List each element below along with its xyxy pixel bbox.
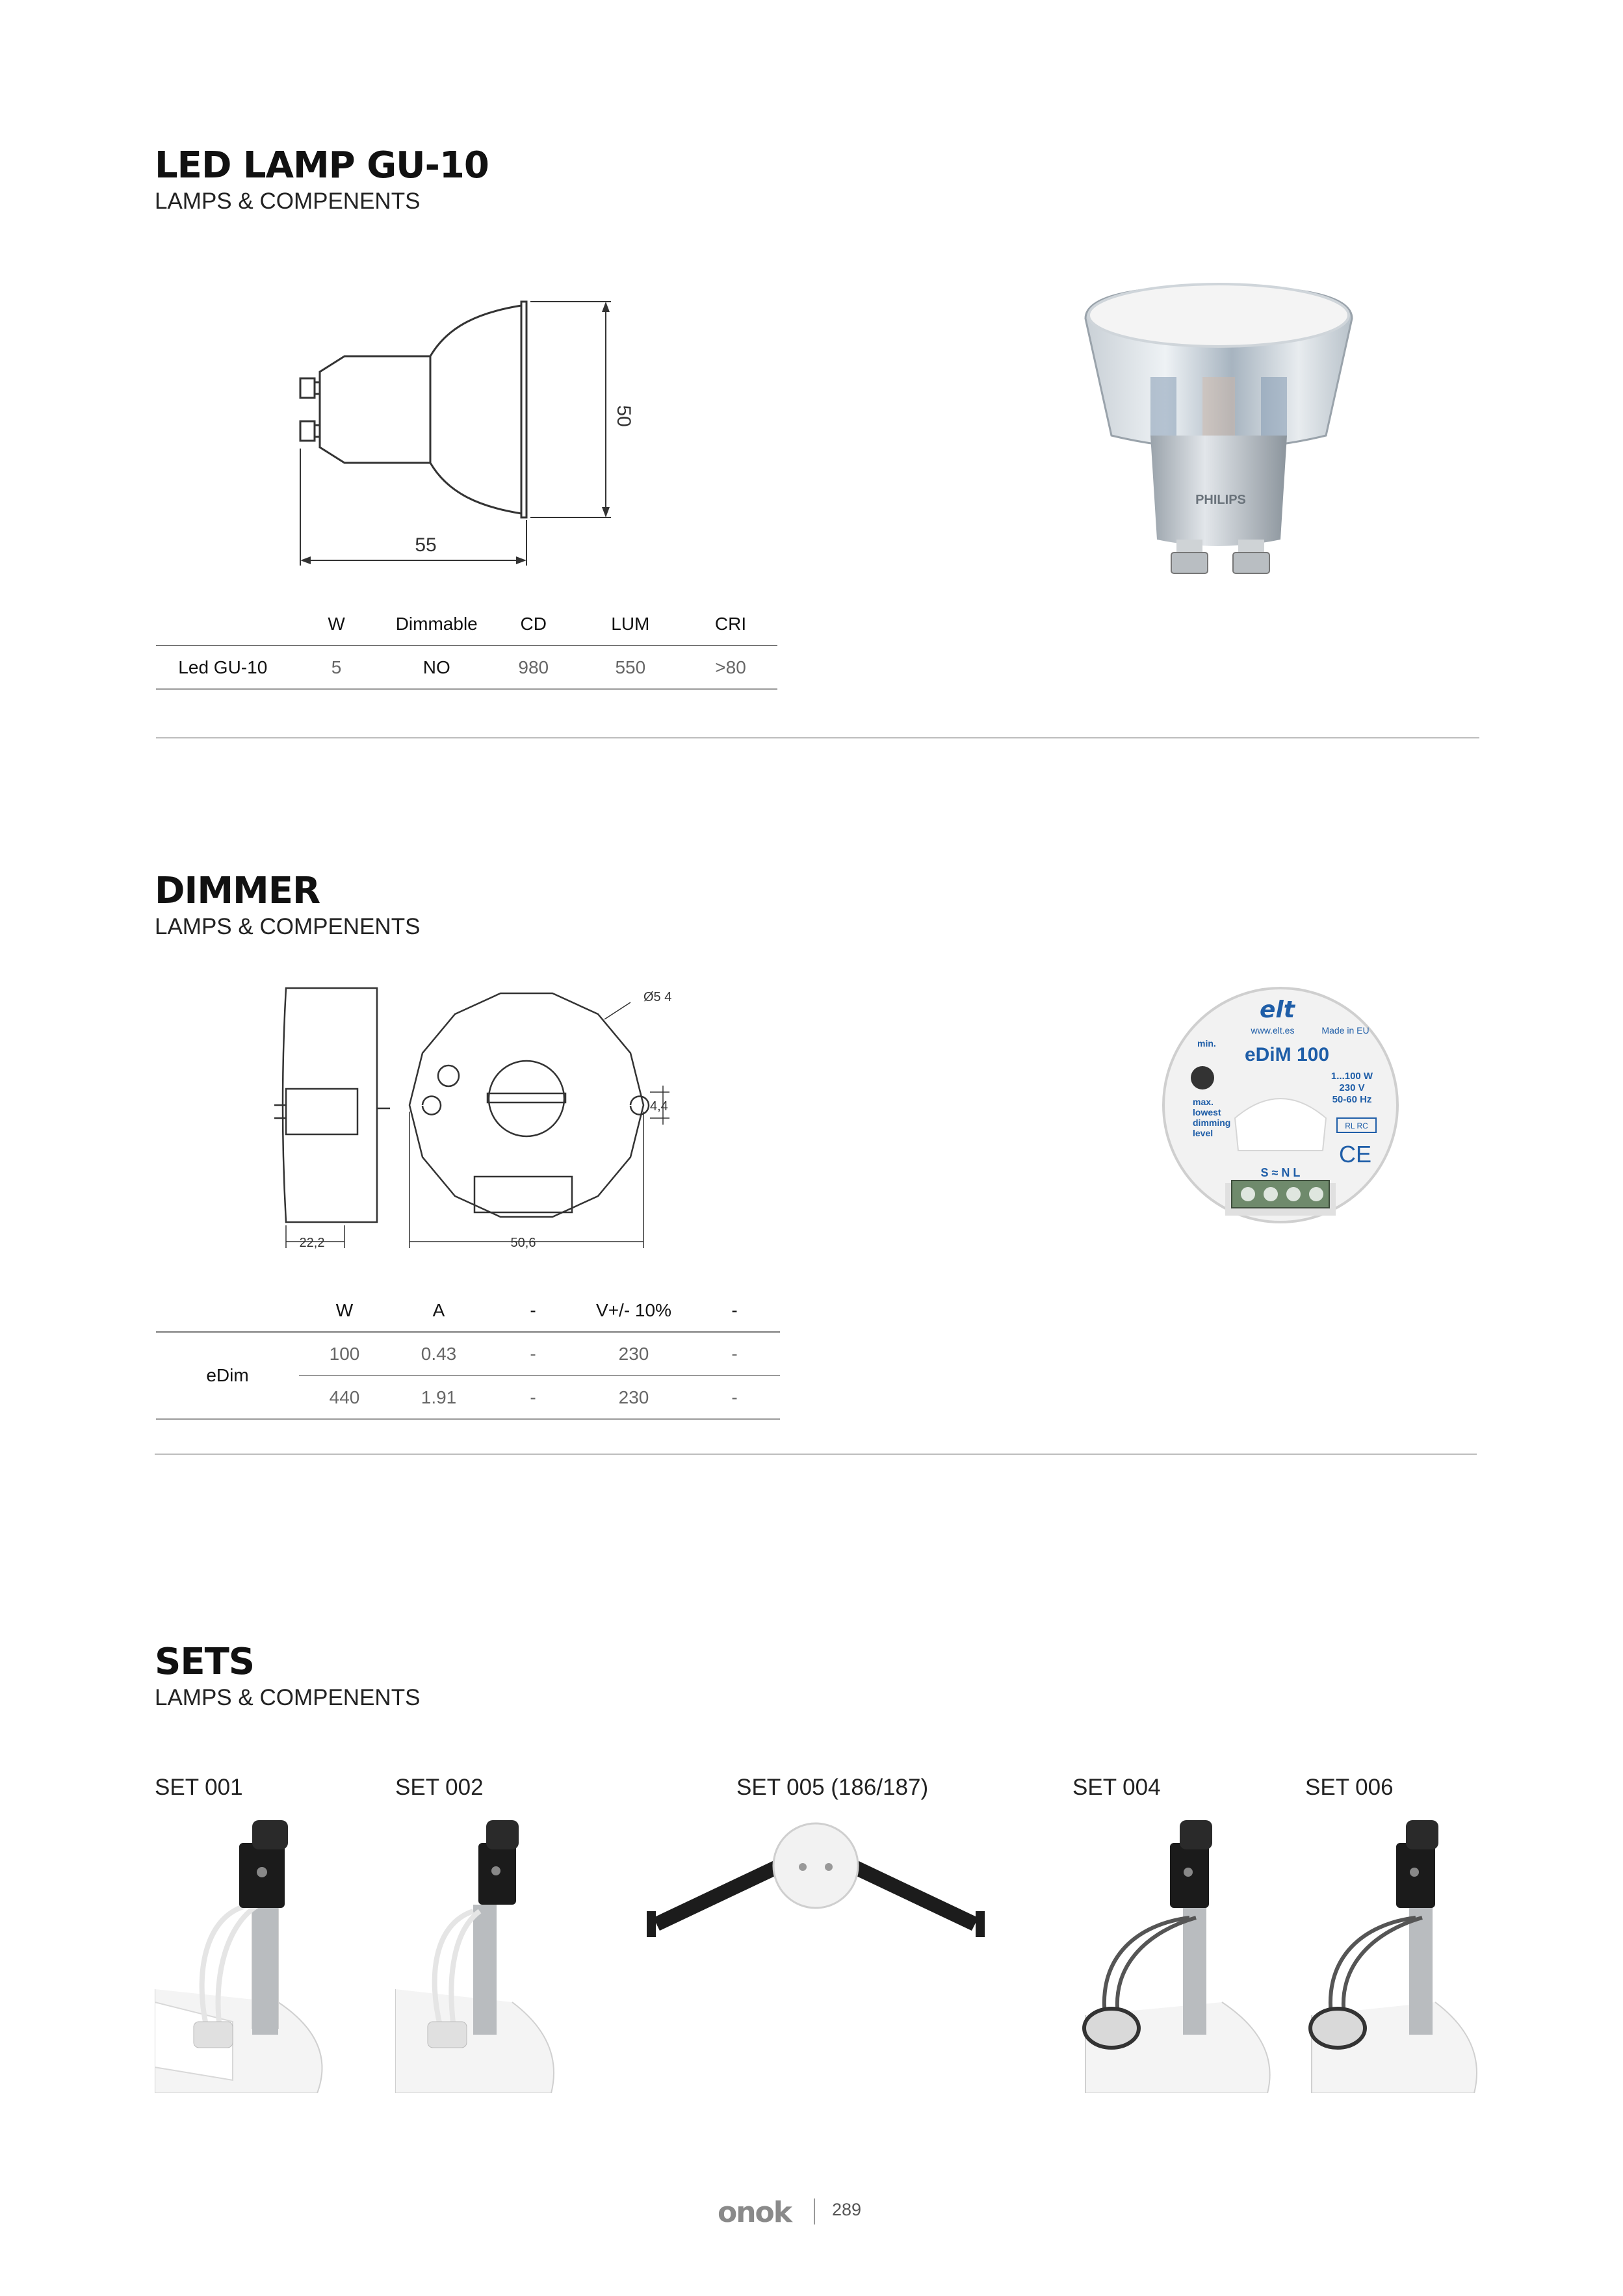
- dimmer-photo-terminals: S ≈ N L: [1260, 1166, 1301, 1179]
- set-label-006: SET 006: [1305, 1775, 1394, 1800]
- dimmer-photo-max: max.: [1193, 1097, 1214, 1107]
- section-divider: [155, 1454, 1477, 1455]
- led-cell-cd: 980: [490, 646, 577, 689]
- dimmer-section-title: DIMMER: [155, 870, 320, 912]
- dimmer-cell-a: 0.43: [390, 1332, 487, 1376]
- dimmer-header-w: W: [299, 1290, 390, 1332]
- set-001-image: [155, 1807, 337, 2093]
- set-label-005: SET 005 (186/187): [736, 1775, 929, 1800]
- dimmer-photo-ce: CE: [1338, 1141, 1372, 1168]
- footer-logo: onok: [718, 2196, 792, 2229]
- led-photo-brand: PHILIPS: [1195, 493, 1246, 507]
- led-cell-w: 5: [290, 646, 383, 689]
- led-section-title: LED LAMP GU-10: [155, 144, 489, 187]
- led-lamp-photo: [1072, 280, 1365, 605]
- dimmer-dim-hole: Ø5 4: [643, 990, 672, 1004]
- led-row-label: Led GU-10: [156, 646, 290, 689]
- dimmer-photo-url: www.elt.es: [1251, 1025, 1295, 1036]
- led-dim-height: 50: [613, 405, 634, 427]
- dimmer-section-subtitle: LAMPS & COMPENENTS: [155, 914, 421, 939]
- sets-section-subtitle: LAMPS & COMPENENTS: [155, 1685, 421, 1710]
- page-number: 289: [832, 2200, 862, 2219]
- dimmer-photo-level: level: [1193, 1128, 1214, 1138]
- dimmer-header-a: A: [390, 1290, 487, 1332]
- dimmer-cell-volt: 230: [578, 1332, 689, 1376]
- dimmer-photo: [1157, 982, 1404, 1229]
- set-002-image: [395, 1807, 558, 2093]
- section-divider: [156, 737, 1479, 738]
- dimmer-cell-dash2: -: [689, 1376, 780, 1419]
- led-header-lum: LUM: [577, 603, 684, 646]
- dimmer-row-label: eDim: [156, 1332, 299, 1419]
- dimmer-header-dash1: -: [487, 1290, 578, 1332]
- set-label-002: SET 002: [395, 1775, 484, 1800]
- dimmer-photo-spec3: 50-60 Hz: [1332, 1094, 1372, 1105]
- dimmer-photo-made: Made in EU: [1321, 1025, 1370, 1036]
- sets-section-title: SETS: [155, 1641, 255, 1683]
- dimmer-cell-a: 1.91: [390, 1376, 487, 1419]
- footer-divider: [814, 2198, 815, 2224]
- dimmer-photo-min: min.: [1197, 1038, 1216, 1049]
- dimmer-dim-slot: 4,4: [650, 1099, 668, 1114]
- dimmer-cell-volt: 230: [578, 1376, 689, 1419]
- table-row: [156, 1332, 780, 1376]
- dimmer-photo-spec2: 230 V: [1339, 1082, 1365, 1093]
- dimmer-cell-dash1: -: [487, 1332, 578, 1376]
- dimmer-photo-model: eDiM 100: [1244, 1044, 1330, 1065]
- dimmer-dim-depth: 22,2: [299, 1236, 325, 1250]
- dimmer-header-dash2: -: [689, 1290, 780, 1332]
- dimmer-photo-rlrc: RL RC: [1345, 1121, 1368, 1130]
- led-header-w: W: [290, 603, 383, 646]
- led-header-cri: CRI: [684, 603, 777, 646]
- dimmer-cell-dash1: -: [487, 1376, 578, 1419]
- dimmer-header-blank: [156, 1290, 299, 1332]
- dimmer-photo-spec1: 1...100 W: [1331, 1071, 1373, 1082]
- dimmer-dim-diameter: 50,6: [510, 1236, 536, 1250]
- led-cell-dimmable: NO: [383, 646, 489, 689]
- table-row: [156, 646, 777, 689]
- dimmer-spec-table: [156, 1290, 780, 1420]
- dimmer-cell-w: 440: [299, 1376, 390, 1419]
- led-header-cd: CD: [490, 603, 577, 646]
- dimmer-drawing: [266, 982, 682, 1255]
- dimmer-photo-lowest: lowest: [1193, 1107, 1221, 1117]
- set-006-image: [1305, 1807, 1500, 2093]
- led-spec-table: [156, 603, 777, 690]
- led-dim-width: 55: [415, 534, 437, 556]
- set-005-image: [647, 1820, 985, 1950]
- set-label-001: SET 001: [155, 1775, 243, 1800]
- set-label-004: SET 004: [1072, 1775, 1161, 1800]
- led-header-dimmable: Dimmable: [383, 603, 489, 646]
- dimmer-photo-logo: elt: [1260, 997, 1295, 1023]
- led-cell-lum: 550: [577, 646, 684, 689]
- dimmer-cell-w: 100: [299, 1332, 390, 1376]
- dimmer-header-volt: V+/- 10%: [578, 1290, 689, 1332]
- set-004-image: [1072, 1807, 1280, 2093]
- dimmer-photo-dimming: dimming: [1193, 1117, 1231, 1128]
- led-header-blank: [156, 603, 290, 646]
- led-lamp-drawing: [286, 293, 650, 579]
- led-cell-cri: >80: [684, 646, 777, 689]
- led-section-subtitle: LAMPS & COMPENENTS: [155, 189, 421, 214]
- dimmer-cell-dash2: -: [689, 1332, 780, 1376]
